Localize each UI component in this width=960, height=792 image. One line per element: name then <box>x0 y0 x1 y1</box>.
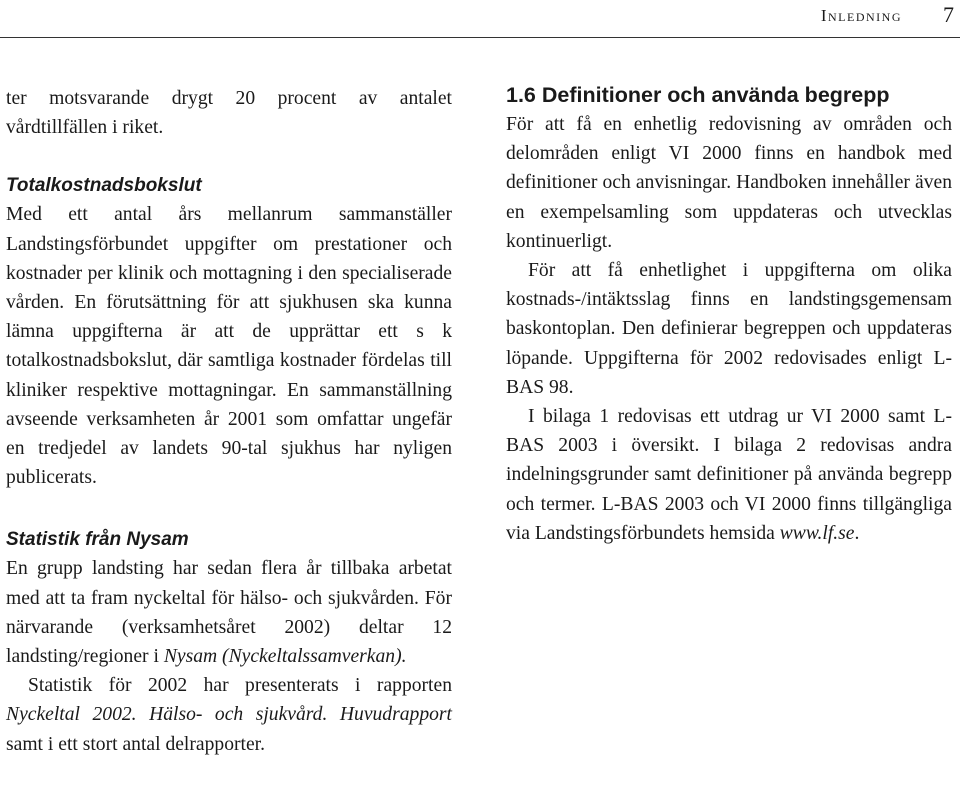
spacer <box>6 142 452 171</box>
header-rule <box>0 37 960 38</box>
page-number: 7 <box>943 2 954 27</box>
paragraph-bilagor <box>506 402 952 548</box>
left-column <box>6 84 452 759</box>
paragraph-nyckeltal-tail: samt i ett stort antal delrapporter. <box>6 733 265 755</box>
paragraph-nysam-italic: Nysam (Nyckeltalssamverkan). <box>163 646 407 668</box>
heading-definitioner: 1.6 Definitioner och använda begrepp <box>506 83 890 107</box>
report-title-italic: Nyckeltal 2002. Hälso- och sjukvård. Huvudrapport <box>6 704 452 726</box>
paragraph-handbok: För att få en enhetlig redovisning av områden och delområden enligt VI 2000 finns en handbok med definitioner och anvisningar. Handboken innehåller även en exempelsamling som uppdateras och utvecklas kontinuerligt. <box>506 114 952 252</box>
page-header <box>0 0 960 38</box>
paragraph-totalkostnadsbokslut: Med ett antal års mellanrum sammanställer Landstingsförbundet uppgifter om prestationer och kostnader per klinik och mottagning i den specialiserade vården. En förutsättning för att sjukhusen ska kunna lämna uppgifterna är att de upprättar ett s k totalkostnadsbokslut, där samtliga kostnader fördelas till kliniker respektive mottagningar. En sammanställning avseende verksamheten år 2001 som omfattar ungefär en tredjedel av landets 90-tal sjukhus har nyligen publicerats. <box>6 204 452 489</box>
website-link[interactable]: www.lf.se <box>779 522 855 544</box>
right-column <box>506 81 952 548</box>
spacer <box>6 492 452 525</box>
running-header-title: Inledning <box>820 6 902 25</box>
paragraph-nysam-text: En grupp landsting har sedan flera år tillbaka arbetat med att ta fram nyckeltal för hälso- och sjukvården. För närvarande (verksamhetsåret 2002) deltar 12 landsting/regioner i <box>6 558 452 668</box>
paragraph-bilagor-tail: . <box>854 522 860 544</box>
paragraph-nyckeltal <box>6 671 452 759</box>
heading-statistik-fran-nysam: Statistik från Nysam <box>6 529 189 551</box>
paragraph-intro-continuation: ter motsvarande drygt 20 procent av antalet vårdtillfällen i riket. <box>6 88 452 139</box>
heading-totalkostnadsbokslut: Totalkostnadsbokslut <box>6 175 202 197</box>
paragraph-baskontoplan: För att få enhetlighet i uppgifterna om olika kostnads-/intäktsslag finns en landstingsgemensam baskontoplan. Den definierar begreppen och uppdateras löpande. Uppgifterna för 2002 redovisades enligt L-BAS 98. <box>506 260 952 398</box>
paragraph-nysam <box>6 554 452 671</box>
paragraph-nyckeltal-text: Statistik för 2002 har presenterats i rapporten <box>28 675 452 697</box>
paragraph-bilagor-text: I bilaga 1 redovisas ett utdrag ur VI 2000 samt L-BAS 2003 i översikt. I bilaga 2 redovisas andra indelningsgrunder samt definitioner på använda begrepp och termer. L-BAS 2003 och VI 2000 finns tillgängliga via Landstingsförbundets hemsida <box>506 406 952 544</box>
